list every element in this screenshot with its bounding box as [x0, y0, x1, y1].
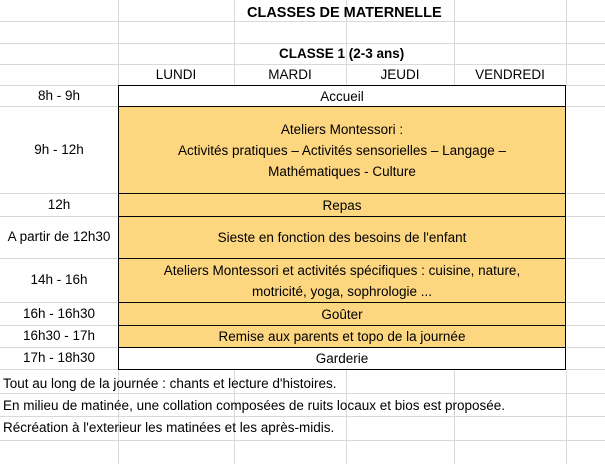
activity-cell[interactable] [118, 347, 566, 370]
note-line[interactable]: Récréation à l'exterieur les matinées et les après-midis. [3, 420, 335, 435]
activity-cell[interactable] [118, 216, 566, 259]
activity-text: Remise aux parents et topo de la journée [218, 329, 466, 344]
activity-cell[interactable] [118, 302, 566, 326]
day-header-jeudi[interactable]: JEUDI [380, 67, 420, 82]
gridline [346, 369, 347, 464]
time-slot-label[interactable]: A partir de 12h30 [7, 229, 111, 244]
activity-text: Repas [322, 197, 362, 213]
gridline [454, 369, 455, 464]
time-slot-label[interactable]: 8h - 9h [37, 88, 81, 103]
note-line[interactable]: Tout au long de la journée : chants et lecture d'histoires. [3, 376, 337, 391]
gridline [0, 393, 605, 394]
activity-text: motricité, yoga, sophrologie ... [251, 283, 433, 299]
activity-text: Activités pratiques – Activités sensorielles – Langage – [178, 142, 506, 158]
time-slot-label[interactable]: 14h - 16h [30, 272, 88, 287]
time-slot-label[interactable]: 9h - 12h [34, 142, 84, 157]
activity-cell[interactable] [118, 193, 566, 217]
day-header-mardi[interactable]: MARDI [268, 67, 312, 82]
activity-cell[interactable] [118, 106, 566, 194]
gridline [0, 21, 605, 22]
activity-text: Mathématiques - Culture [268, 163, 416, 179]
activity-cell[interactable] [118, 325, 566, 348]
time-slot-label[interactable]: 16h30 - 17h [22, 328, 96, 343]
gridline [0, 416, 605, 417]
day-header-lundi[interactable]: LUNDI [155, 67, 197, 82]
day-header-vendredi[interactable]: VENDREDI [475, 67, 545, 82]
activity-text: Garderie [315, 351, 369, 366]
activity-text: Sieste en fonction des besoins de l'enfant [217, 230, 467, 245]
activity-text: Accueil [320, 88, 364, 104]
class-title[interactable]: CLASSE 1 (2-3 ans) [279, 46, 405, 61]
time-slot-label[interactable]: 17h - 18h30 [22, 350, 96, 365]
activity-text: Goûter [321, 306, 363, 322]
activity-text: Ateliers Montessori : [280, 121, 404, 137]
gridline [566, 0, 567, 85]
activity-cell[interactable] [118, 258, 566, 303]
gridline [0, 43, 605, 44]
activity-text: Ateliers Montessori et activités spécifiques : cuisine, nature, [163, 262, 521, 278]
sheet-title[interactable]: CLASSES DE MATERNELLE [247, 5, 442, 21]
note-line[interactable]: En milieu de matinée, une collation composées de ruits locaux et bios est proposée. [3, 398, 506, 413]
gridline [0, 64, 605, 65]
activity-cell[interactable] [118, 85, 566, 107]
time-slot-label[interactable]: 12h [47, 197, 71, 212]
gridline [566, 369, 567, 464]
time-slot-label[interactable]: 16h - 16h30 [22, 306, 96, 321]
gridline [0, 440, 605, 441]
